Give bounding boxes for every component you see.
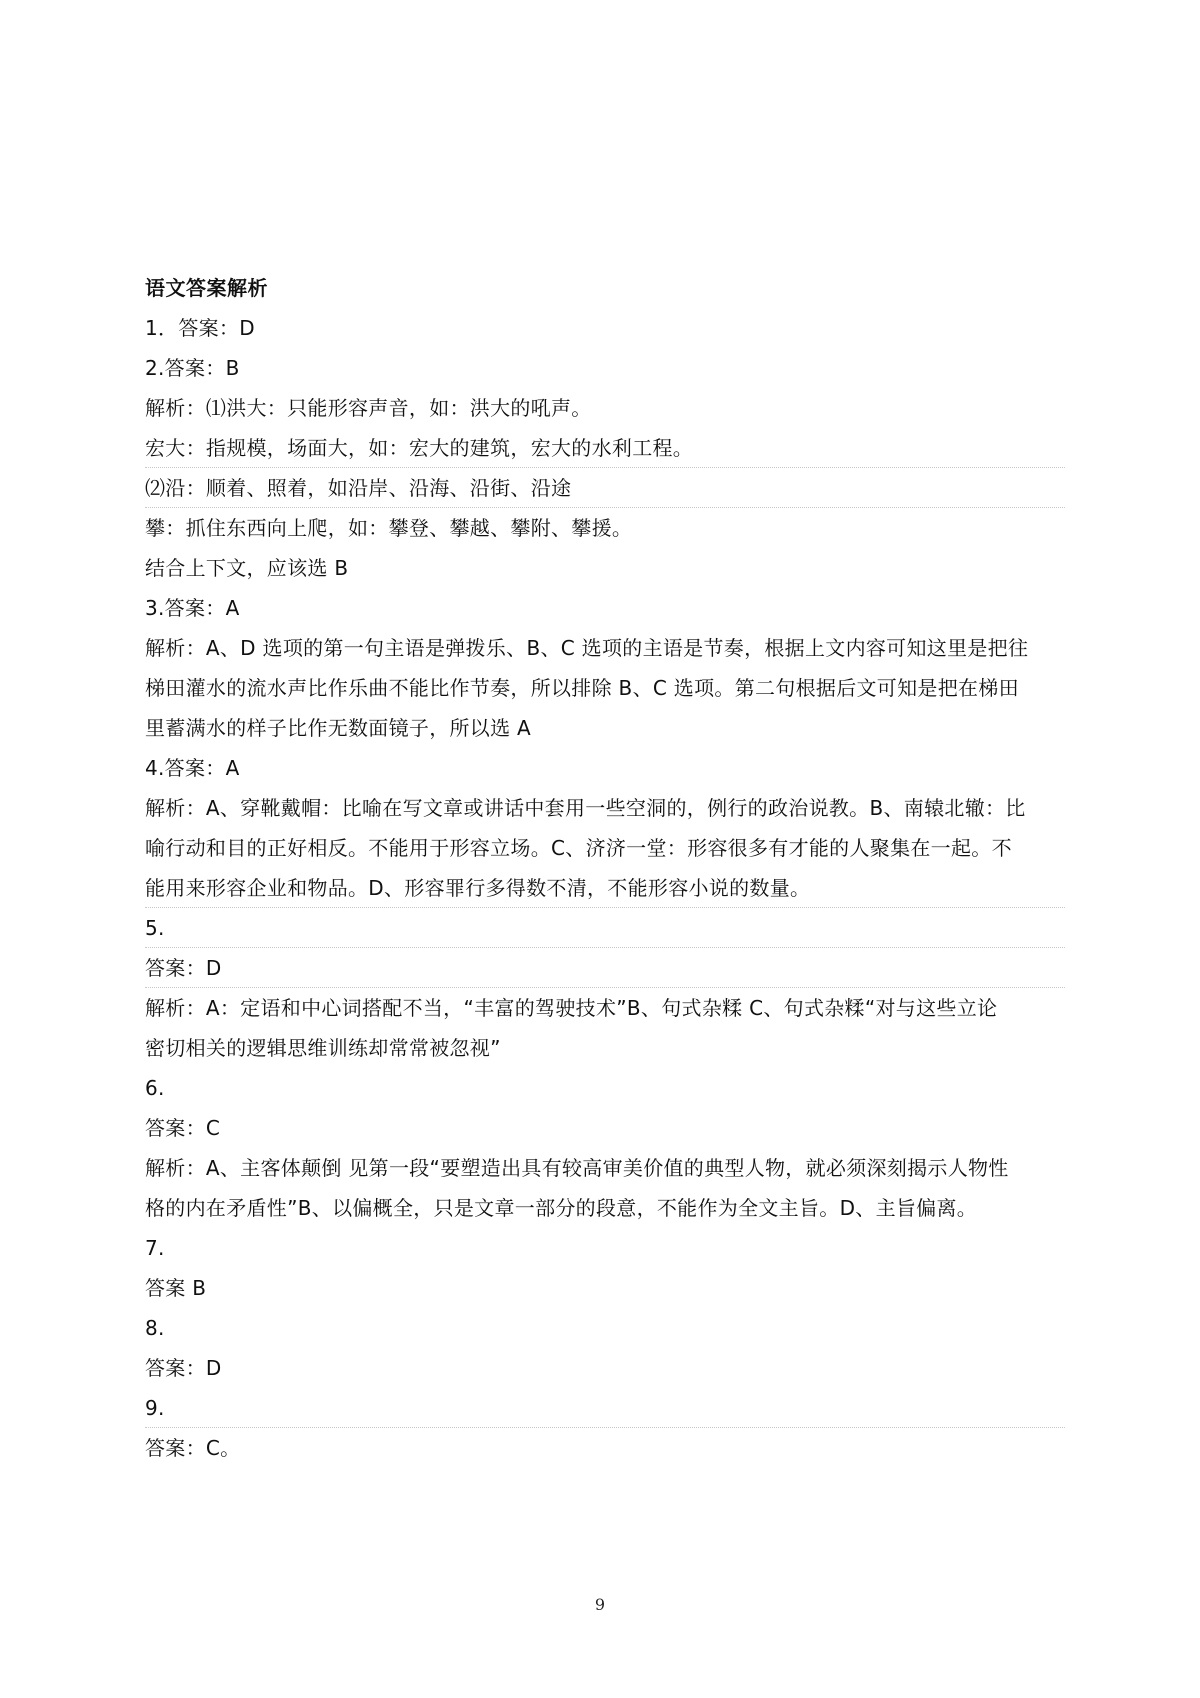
text-line: 5.	[145, 908, 1065, 948]
text-line: 答案 B	[145, 1276, 207, 1300]
text-line: 2.答案：B	[145, 356, 240, 380]
text-line: 解析：⑴洪大：只能形容声音，如：洪大的吼声。	[145, 396, 592, 420]
text-line: 解析：A、主客体颠倒 见第一段“要塑造出具有较高审美价值的典型人物，就必须深刻揭示人物性	[145, 1156, 1009, 1180]
text-line: 4.答案：A	[145, 756, 240, 780]
text-line: ⑵沿：顺着、照着，如沿岸、沿海、沿街、沿途	[145, 468, 1065, 508]
document-title: 语文答案解析	[145, 276, 268, 300]
text-line: 9.	[145, 1388, 1065, 1428]
text-line: 梯田灌水的流水声比作乐曲不能比作节奏，所以排除 B、C 选项。第二句根据后文可知是把在梯田	[145, 676, 1019, 700]
text-line: 6.	[145, 1076, 165, 1100]
answer-lines	[145, 308, 1065, 1468]
text-line: 攀：抓住东西向上爬，如：攀登、攀越、攀附、攀援。	[145, 516, 633, 540]
text-line: 3.答案：A	[145, 596, 240, 620]
text-line: 密切相关的逻辑思维训练却常常被忽视”	[145, 1036, 501, 1060]
text-line: 宏大：指规模，场面大，如：宏大的建筑，宏大的水利工程。	[145, 428, 1065, 468]
text-line: 答案：D	[145, 1356, 222, 1380]
text-line: 答案：C。	[145, 1436, 241, 1460]
document-body	[145, 268, 1065, 1468]
text-line: 7.	[145, 1236, 165, 1260]
text-line: 里蓄满水的样子比作无数面镜子，所以选 A	[145, 716, 532, 740]
text-line: 答案：D	[145, 948, 1065, 988]
text-line: 解析：A、穿靴戴帽：比喻在写文章或讲话中套用一些空洞的，例行的政治说教。B、南辕北辙：比	[145, 796, 1026, 820]
text-line: 解析：A：定语和中心词搭配不当，“丰富的驾驶技术”B、句式杂糅 C、句式杂糅“对与这些立论	[145, 996, 998, 1020]
page-number: 9	[594, 1595, 606, 1614]
text-line: 8.	[145, 1316, 165, 1340]
text-line: 答案：C	[145, 1116, 221, 1140]
text-line: 能用来形容企业和物品。D、形容罪行多得数不清，不能形容小说的数量。	[145, 868, 1065, 908]
text-line: 1．答案：D	[145, 316, 255, 340]
text-line: 格的内在矛盾性”B、以偏概全，只是文章一部分的段意，不能作为全文主旨。D、主旨偏离。	[145, 1196, 978, 1220]
text-line: 解析：A、D 选项的第一句主语是弹拨乐、B、C 选项的主语是节奏，根据上文内容可知这里是把往	[145, 636, 1029, 660]
text-line: 结合上下文，应该选 B	[145, 556, 349, 580]
text-line: 喻行动和目的正好相反。不能用于形容立场。C、济济一堂：形容很多有才能的人聚集在一起。不	[145, 836, 1012, 860]
